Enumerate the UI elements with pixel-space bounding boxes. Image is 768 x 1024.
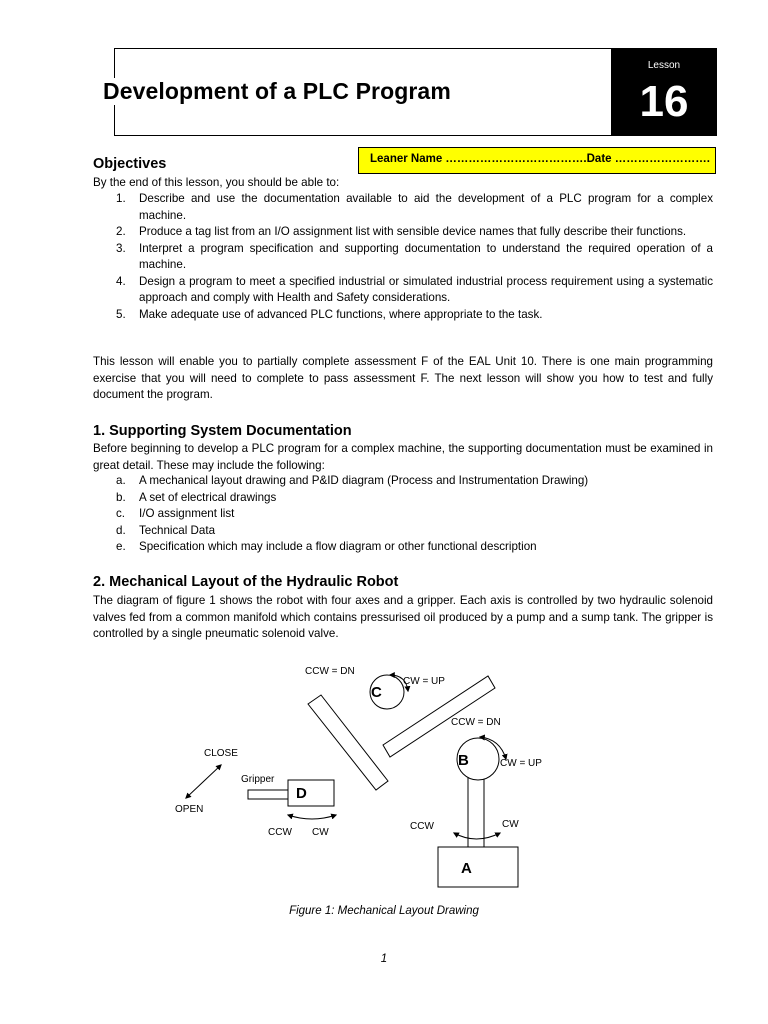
list-item — [93, 191, 713, 224]
lesson-paragraph: This lesson will enable you to partially complete assessment F of the EAL Unit 10. There is one main programming exercise that you will need to complete to pass assessment F. The next lesson will show you how to test and fully document the program. — [93, 355, 713, 401]
label-ccw-d: CCW — [268, 827, 292, 838]
list-item-text: Design a program to meet a specified industrial or simulated industrial process requirement using a systematic approach and comply with Health and Safety considerations. — [139, 274, 713, 304]
list-item-text: Describe and use the documentation available to aid the development of a PLC program for a complex machine. — [139, 192, 713, 222]
label-ccw-dn-mid: CCW = DN — [451, 717, 501, 728]
list-marker: a. — [116, 474, 126, 487]
list-marker: 1. — [116, 192, 126, 205]
section2-paragraph: The diagram of figure 1 shows the robot with four axes and a gripper. Each axis is controlled by two hydraulic solenoid valves fed from a common manifold which contains pressurised oil produced by a pump and a sump tank. The gripper is controlled by a single pneumatic solenoid valve. — [93, 594, 713, 640]
wrist-d — [288, 780, 334, 806]
list-item-text: Specification which may include a flow diagram or other functional description — [139, 540, 537, 553]
label-gripper: Gripper — [241, 774, 275, 785]
list-marker: b. — [116, 490, 126, 504]
label-cw-up-top: CW = UP — [403, 676, 445, 687]
label-close: CLOSE — [204, 748, 238, 759]
list-item-text: A mechanical layout drawing and P&ID diagram (Process and Instrumentation Drawing) — [139, 474, 589, 487]
objectives-heading: Objectives — [93, 156, 167, 172]
list-item-text: Technical Data — [139, 523, 216, 537]
list-marker: 4. — [116, 274, 126, 288]
list-item-text: Make adequate use of advanced PLC functions, where appropriate to the task. — [139, 307, 543, 321]
list-item — [93, 490, 713, 507]
page-title: Development of a PLC Program — [103, 78, 455, 105]
list-item-text: A set of electrical drawings — [139, 490, 277, 504]
list-item-text: Produce a tag list from an I/O assignment list with sensible device names that fully describe their functions. — [139, 225, 687, 238]
column — [468, 775, 484, 847]
axis-d-rotation-arrow — [288, 815, 336, 819]
figure-caption: Figure 1: Mechanical Layout Drawing — [289, 905, 479, 917]
list-marker: c. — [116, 507, 126, 520]
list-item — [93, 539, 713, 556]
list-marker: d. — [116, 523, 126, 537]
gripper-jaw — [248, 790, 288, 799]
label-b: B — [458, 752, 469, 769]
lesson-number: 16 — [639, 77, 689, 126]
list-item — [93, 241, 713, 274]
label-ccw-a: CCW — [410, 821, 434, 832]
list-item — [93, 274, 713, 307]
list-item — [93, 523, 713, 540]
label-a: A — [461, 860, 472, 877]
label-d: D — [296, 785, 307, 802]
label-cw-up-mid: CW = UP — [500, 758, 542, 769]
forearm — [308, 695, 388, 790]
section1-intro: Before beginning to develop a PLC program for a complex machine, the supporting documentation must be examined in great detail. These may include the following: — [93, 442, 713, 472]
page-number: 1 — [380, 953, 388, 965]
list-item — [93, 473, 713, 490]
mechanical-layout-drawing — [150, 655, 630, 895]
label-cw-d: CW — [312, 827, 329, 838]
label-c: C — [371, 684, 382, 701]
list-marker: 3. — [116, 241, 126, 255]
objectives-intro: By the end of this lesson, you should be able to: — [93, 176, 340, 189]
base-a — [438, 847, 518, 887]
list-marker: 2. — [116, 225, 126, 238]
list-item-text: Interpret a program specification and supporting documentation to understand the required operation of a machine. — [139, 241, 713, 271]
label-ccw-dn-top: CCW = DN — [305, 666, 355, 677]
learner-name-date-field[interactable]: Leaner Name ……………………………….Date ……………………. — [358, 147, 716, 174]
list-marker: 5. — [116, 307, 126, 321]
lesson-badge — [611, 48, 717, 136]
label-open: OPEN — [175, 804, 204, 815]
documentation-list — [93, 473, 713, 556]
objectives-list — [93, 191, 713, 323]
label-cw-a: CW — [502, 819, 519, 830]
list-marker: e. — [116, 540, 126, 553]
open-close-arrow — [186, 765, 221, 798]
list-item — [93, 307, 713, 324]
list-item-text: I/O assignment list — [139, 507, 235, 520]
list-item — [93, 224, 713, 241]
section1-heading: 1. Supporting System Documentation — [93, 423, 352, 439]
list-item — [93, 506, 713, 523]
section2-heading: 2. Mechanical Layout of the Hydraulic Robot — [93, 574, 399, 590]
lesson-label: Lesson — [647, 60, 681, 71]
